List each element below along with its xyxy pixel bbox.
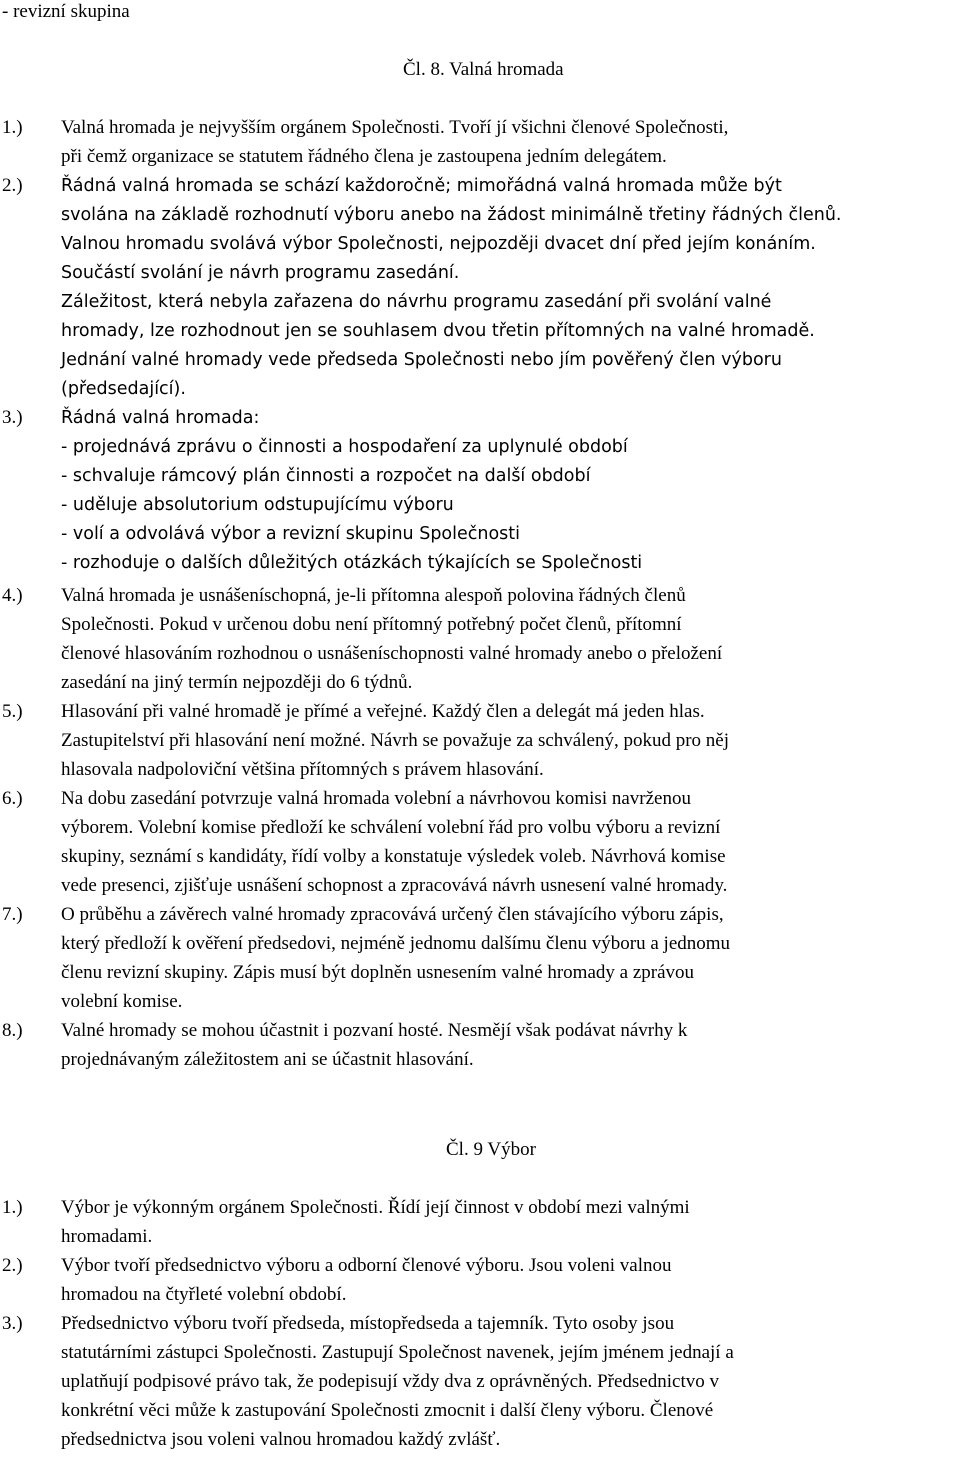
paragraph-line: O průběhu a závěrech valné hromady zpracovává určený člen stávajícího výboru zápis, <box>61 904 724 925</box>
top-line: - revizní skupina <box>2 1 130 22</box>
paragraph-line: skupiny, seznámí s kandidáty, řídí volby a konstatuje výsledek voleb. Návrhová komise <box>61 846 726 867</box>
paragraph-line: Předsednictvo výboru tvoří předseda, místopředseda a tajemník. Tyto osoby jsou <box>61 1313 675 1334</box>
paragraph-line: při čemž organizace se statutem řádného člena je zastoupena jedním delegátem. <box>61 146 667 167</box>
paragraph-line: konkrétní věci může k zastupování Společnosti zmocnit i další členy výboru. Členové <box>61 1400 714 1421</box>
paragraph-line: Výbor tvoří předsednictvo výboru a odborní členové výboru. Jsou voleni valnou <box>61 1255 672 1276</box>
article-9-heading: Čl. 9 Výbor <box>446 1139 536 1160</box>
paragraph-line: Valná hromada je nejvyšším orgánem Společnosti. Tvoří jí všichni členové Společnosti, <box>61 117 729 138</box>
item-number: 1.) <box>2 117 23 138</box>
paragraph-line: členu revizní skupiny. Zápis musí být doplněn usnesením valné hromady a zprávou <box>61 962 695 983</box>
paragraph-line: projednávaným záležitostem ani se účastnit hlasování. <box>61 1049 474 1070</box>
item-number: 4.) <box>2 585 23 606</box>
paragraph-line: (předsedající). <box>61 379 186 399</box>
item-number: 5.) <box>2 701 23 722</box>
paragraph-line: hromadami. <box>61 1226 153 1247</box>
item-number: 2.) <box>2 1255 23 1276</box>
paragraph-line: Řádná valná hromada: <box>61 408 260 428</box>
paragraph-line: volební komise. <box>61 991 183 1012</box>
paragraph-line: Valná hromada je usnášeníschopná, je-li přítomna alespoň polovina řádných členů <box>61 585 686 606</box>
list-line: - uděluje absolutorium odstupujícímu výboru <box>61 495 454 515</box>
item-number: 3.) <box>2 407 23 428</box>
article-8-heading: Čl. 8. Valná hromada <box>403 59 564 80</box>
paragraph-line: Součástí svolání je návrh programu zasedání. <box>61 263 460 283</box>
paragraph-line: vede presenci, zjišťuje usnášení schopnost a zpracovává návrh usnesení valné hromady. <box>61 875 728 896</box>
list-line: - projednává zprávu o činnosti a hospodaření za uplynulé období <box>61 437 628 457</box>
paragraph-line: Valnou hromadu svolává výbor Společnosti, nejpozději dvacet dní před jejím konáním. <box>61 234 816 254</box>
paragraph-line: Záležitost, která nebyla zařazena do návrhu programu zasedání při svolání valné <box>61 292 772 312</box>
item-number: 2.) <box>2 175 23 196</box>
item-number: 6.) <box>2 788 23 809</box>
paragraph-line: Valné hromady se mohou účastnit i pozvaní hosté. Nesmějí však podávat návrhy k <box>61 1020 688 1041</box>
paragraph-line: Řádná valná hromada se schází každoročně; mimořádná valná hromada může být <box>61 176 782 196</box>
paragraph-line: předsednictva jsou voleni valnou hromadou každý zvlášť. <box>61 1429 501 1450</box>
paragraph-line: Zastupitelství při hlasování není možné. Návrh se považuje za schválený, pokud pro něj <box>61 730 729 751</box>
item-number: 3.) <box>2 1313 23 1334</box>
paragraph-line: hromady, lze rozhodnout jen se souhlasem dvou třetin přítomných na valné hromadě. <box>61 321 815 341</box>
paragraph-line: statutárními zástupci Společnosti. Zastupují Společnost navenek, jejím jménem jednají a <box>61 1342 734 1363</box>
paragraph-line: hlasovala nadpoloviční většina přítomných s právem hlasování. <box>61 759 544 780</box>
list-line: - rozhoduje o dalších důležitých otázkách týkajících se Společnosti <box>61 553 643 573</box>
paragraph-line: uplatňují podpisové právo tak, že podepisují vždy dva z oprávněných. Předsednictvo v <box>61 1371 719 1392</box>
item-number: 7.) <box>2 904 23 925</box>
paragraph-line: hromadou na čtyřleté volební období. <box>61 1284 347 1305</box>
paragraph-line: Výbor je výkonným orgánem Společnosti. Řídí její činnost v období mezi valnými <box>61 1197 690 1218</box>
paragraph-line: Na dobu zasedání potvrzuje valná hromada volební a návrhovou komisi navrženou <box>61 788 691 809</box>
paragraph-line: Společnosti. Pokud v určenou dobu není přítomný potřebný počet členů, přítomní <box>61 614 682 635</box>
list-line: - volí a odvolává výbor a revizní skupinu Společnosti <box>61 524 521 544</box>
paragraph-line: Jednání valné hromady vede předseda Společnosti nebo jím pověřený člen výboru <box>61 350 782 370</box>
paragraph-line: zasedání na jiný termín nejpozději do 6 týdnů. <box>61 672 413 693</box>
paragraph-line: výborem. Volební komise předloží ke schválení volební řád pro volbu výboru a revizní <box>61 817 721 838</box>
paragraph-line: Hlasování při valné hromadě je přímé a veřejné. Každý člen a delegát má jeden hlas. <box>61 701 705 722</box>
paragraph-line: členové hlasováním rozhodnou o usnášeníschopnosti valné hromady anebo o přeložení <box>61 643 723 664</box>
list-line: - schvaluje rámcový plán činnosti a rozpočet na další období <box>61 466 591 486</box>
paragraph-line: který předloží k ověření předsedovi, nejméně jednomu dalšímu členu výboru a jednomu <box>61 933 731 954</box>
item-number: 8.) <box>2 1020 23 1041</box>
paragraph-line: svolána na základě rozhodnutí výboru anebo na žádost minimálně třetiny řádných členů. <box>61 205 842 225</box>
item-number: 1.) <box>2 1197 23 1218</box>
